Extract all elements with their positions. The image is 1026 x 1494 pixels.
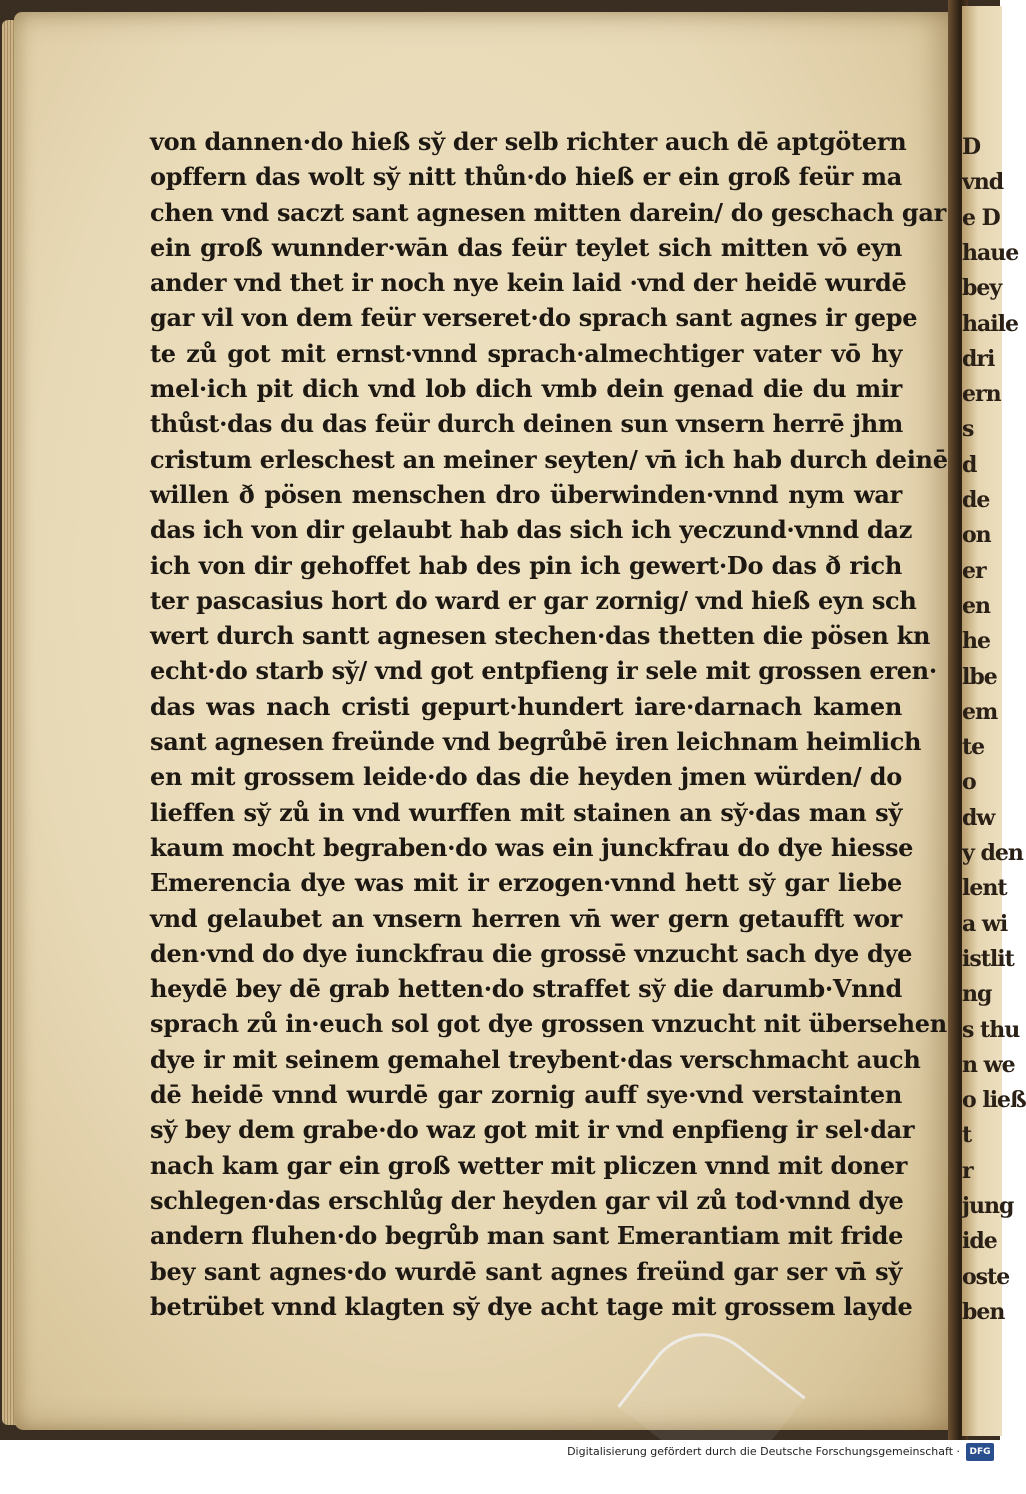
text-line: dye ir mit seinem gemahel treybent·das verschmacht auch [150, 1044, 921, 1074]
facing-page-fragment: ern [962, 381, 1001, 408]
text-line: den·vnd do dye iunckfrau die grossē vnzucht sach dye dye [150, 938, 913, 968]
facing-page-fragment: de [962, 487, 990, 513]
text-line: te zů got mit ernst·vnnd sprach·almechtiger vater vō hy [150, 338, 902, 368]
text-line: betrübet vnnd klagten sy̆ dye acht tage mit grossem layde [150, 1291, 913, 1321]
incunabula-text-block [150, 124, 948, 1324]
text-line: bey sant agnes·do wurdē sant agnes freünd gar ser vn̄ sy̆ [150, 1256, 902, 1286]
facing-page-fragment: dri [962, 345, 995, 372]
dfg-logo: DFG [966, 1443, 994, 1461]
facing-page-fragment: y den [962, 840, 1023, 866]
text-line: wert durch santt agnesen stechen·das thetten die pösen kn [150, 621, 931, 651]
text-line: sprach zů in·euch sol got dye grossen vnzucht nit übersehen [150, 1009, 947, 1039]
text-line: cristum erleschest an meiner seyten/ vn̄ ich hab durch deinē [150, 444, 948, 474]
text-line: gar vil von dem feür verseret·do sprach sant agnes ir gepe [150, 303, 918, 333]
text-line: vnd gelaubet an vnsern herren vn̄ wer gern getaufft wor [150, 903, 902, 933]
text-line: nach kam gar ein groß wetter mit pliczen vnnd mit doner [150, 1150, 908, 1180]
text-line: ein groß wunnder·wān das feür teylet sich mitten vō eyn [150, 232, 902, 262]
facing-page-fragment: bey [962, 275, 1002, 302]
facing-page-fragment: haue [962, 239, 1019, 266]
text-line: schlegen·das erschlůg der heyden gar vil zů tod·vnnd dye [150, 1185, 904, 1215]
facing-page-fragment: s [962, 416, 974, 443]
text-line: von dannen·do hieß sy̆ der selb richter auch dē aptgötern [150, 127, 907, 156]
facing-page-fragment: on [962, 522, 991, 549]
facing-page-fragment: a wi [962, 910, 1008, 937]
text-line: Emerencia dye was mit ir erzogen·vnnd hett sy̆ gar liebe [150, 868, 902, 898]
text-line: ich von dir gehoffet hab des pin ich gewert·Do das ð rich [150, 550, 902, 580]
facing-page-fragment: istlit [962, 945, 1014, 972]
facing-page-fragment: lent [962, 875, 1007, 902]
funding-credit: Digitalisierung gefördert durch die Deutsche Forschungsgemeinschaft · [567, 1445, 960, 1458]
text-line: heydē bey dē grab hetten·do straffet sy̆ die darumb·Vnnd [150, 974, 902, 1004]
text-line: en mit grossem leide·do das die heyden jmen würden/ do [150, 762, 902, 792]
facing-page-fragment: haile [962, 310, 1018, 337]
left-page [14, 12, 958, 1430]
text-line: chen vnd saczt sant agnesen mitten darein/ do geschach gar [150, 197, 947, 227]
text-line: dē heidē vnnd wurdē gar zornig auff sye·vnd verstainten [150, 1080, 902, 1110]
facing-page-fragment: em [962, 698, 998, 725]
facing-page-fragment: r [962, 1157, 973, 1184]
facing-page-fragment: o ließ [962, 1087, 1026, 1114]
facing-page-fragment: te [962, 734, 985, 761]
text-line: thůst·das du das feür durch deinen sun vnsern herrē jhm [150, 409, 904, 439]
text-line: willen ð pösen menschen dro überwinden·vnnd nym war [150, 479, 902, 509]
facing-page-fragment: oste [962, 1263, 1010, 1290]
text-line: ander vnd thet ir noch nye kein laid ·vnd der heidē wurdē [150, 268, 907, 298]
facing-page-fragment: t [962, 1122, 972, 1149]
facing-page-fragment: ben [962, 1298, 1005, 1325]
footer-bar [0, 1440, 1000, 1466]
text-line: ter pascasius hort do ward er gar zornig/ vnd hieß eyn sch [150, 585, 917, 615]
facing-page-fragment: e D [962, 204, 1000, 231]
facing-page-fragment: s thu [962, 1016, 1020, 1043]
text-line: das ich von dir gelaubt hab das sich ich yeczund·vnnd daz [150, 515, 913, 545]
facing-page-fragment: lbe [962, 663, 997, 690]
text-line: andern fluhen·do begrůb man sant Emerantiam mit fride [150, 1221, 904, 1251]
facing-page-fragment: d [962, 451, 977, 478]
facing-page-fragment: ide [962, 1228, 997, 1255]
text-line: sy̆ bey dem grabe·do waz got mit ir vnd enpfieng ir sel·dar [150, 1115, 915, 1145]
text-line: opffern das wolt sy̆ nitt thůn·do hieß er ein groß feür ma [150, 162, 902, 192]
facing-page-fragment: vnd [962, 169, 1004, 196]
text-line: das was nach cristi gepurt·hundert iare·darnach kamen [150, 691, 902, 721]
facing-page-fragment: n we [962, 1051, 1015, 1078]
text-line: kaum mocht begraben·do was ein junckfrau do dye hiesse [150, 832, 914, 862]
facing-page-fragment: he [962, 628, 990, 655]
facing-page-fragment: en [962, 592, 990, 619]
text-line: mel·ich pit dich vnd lob dich vmb dein genad die du mir [150, 374, 902, 404]
text-line: sant agnesen freünde vnd begrůbē iren leichnam heimlich [150, 727, 922, 757]
facing-page-fragment: er [962, 557, 986, 584]
text-line: echt·do starb sy̆/ vnd got entpfieng ir sele mit grossen eren· [150, 656, 937, 686]
facing-page-fragment: jung [962, 1193, 1014, 1219]
text-line: lieffen sy̆ zů in vnd wurffen mit stainen an sy̆·das man sy̆ [150, 797, 902, 827]
facing-page-fragment: D [962, 134, 981, 160]
facing-page-edge [962, 6, 1026, 1436]
facing-page-fragment: o [962, 769, 976, 796]
facing-page-fragment: ng [962, 981, 992, 1008]
facing-page-fragment: dw [962, 804, 995, 831]
